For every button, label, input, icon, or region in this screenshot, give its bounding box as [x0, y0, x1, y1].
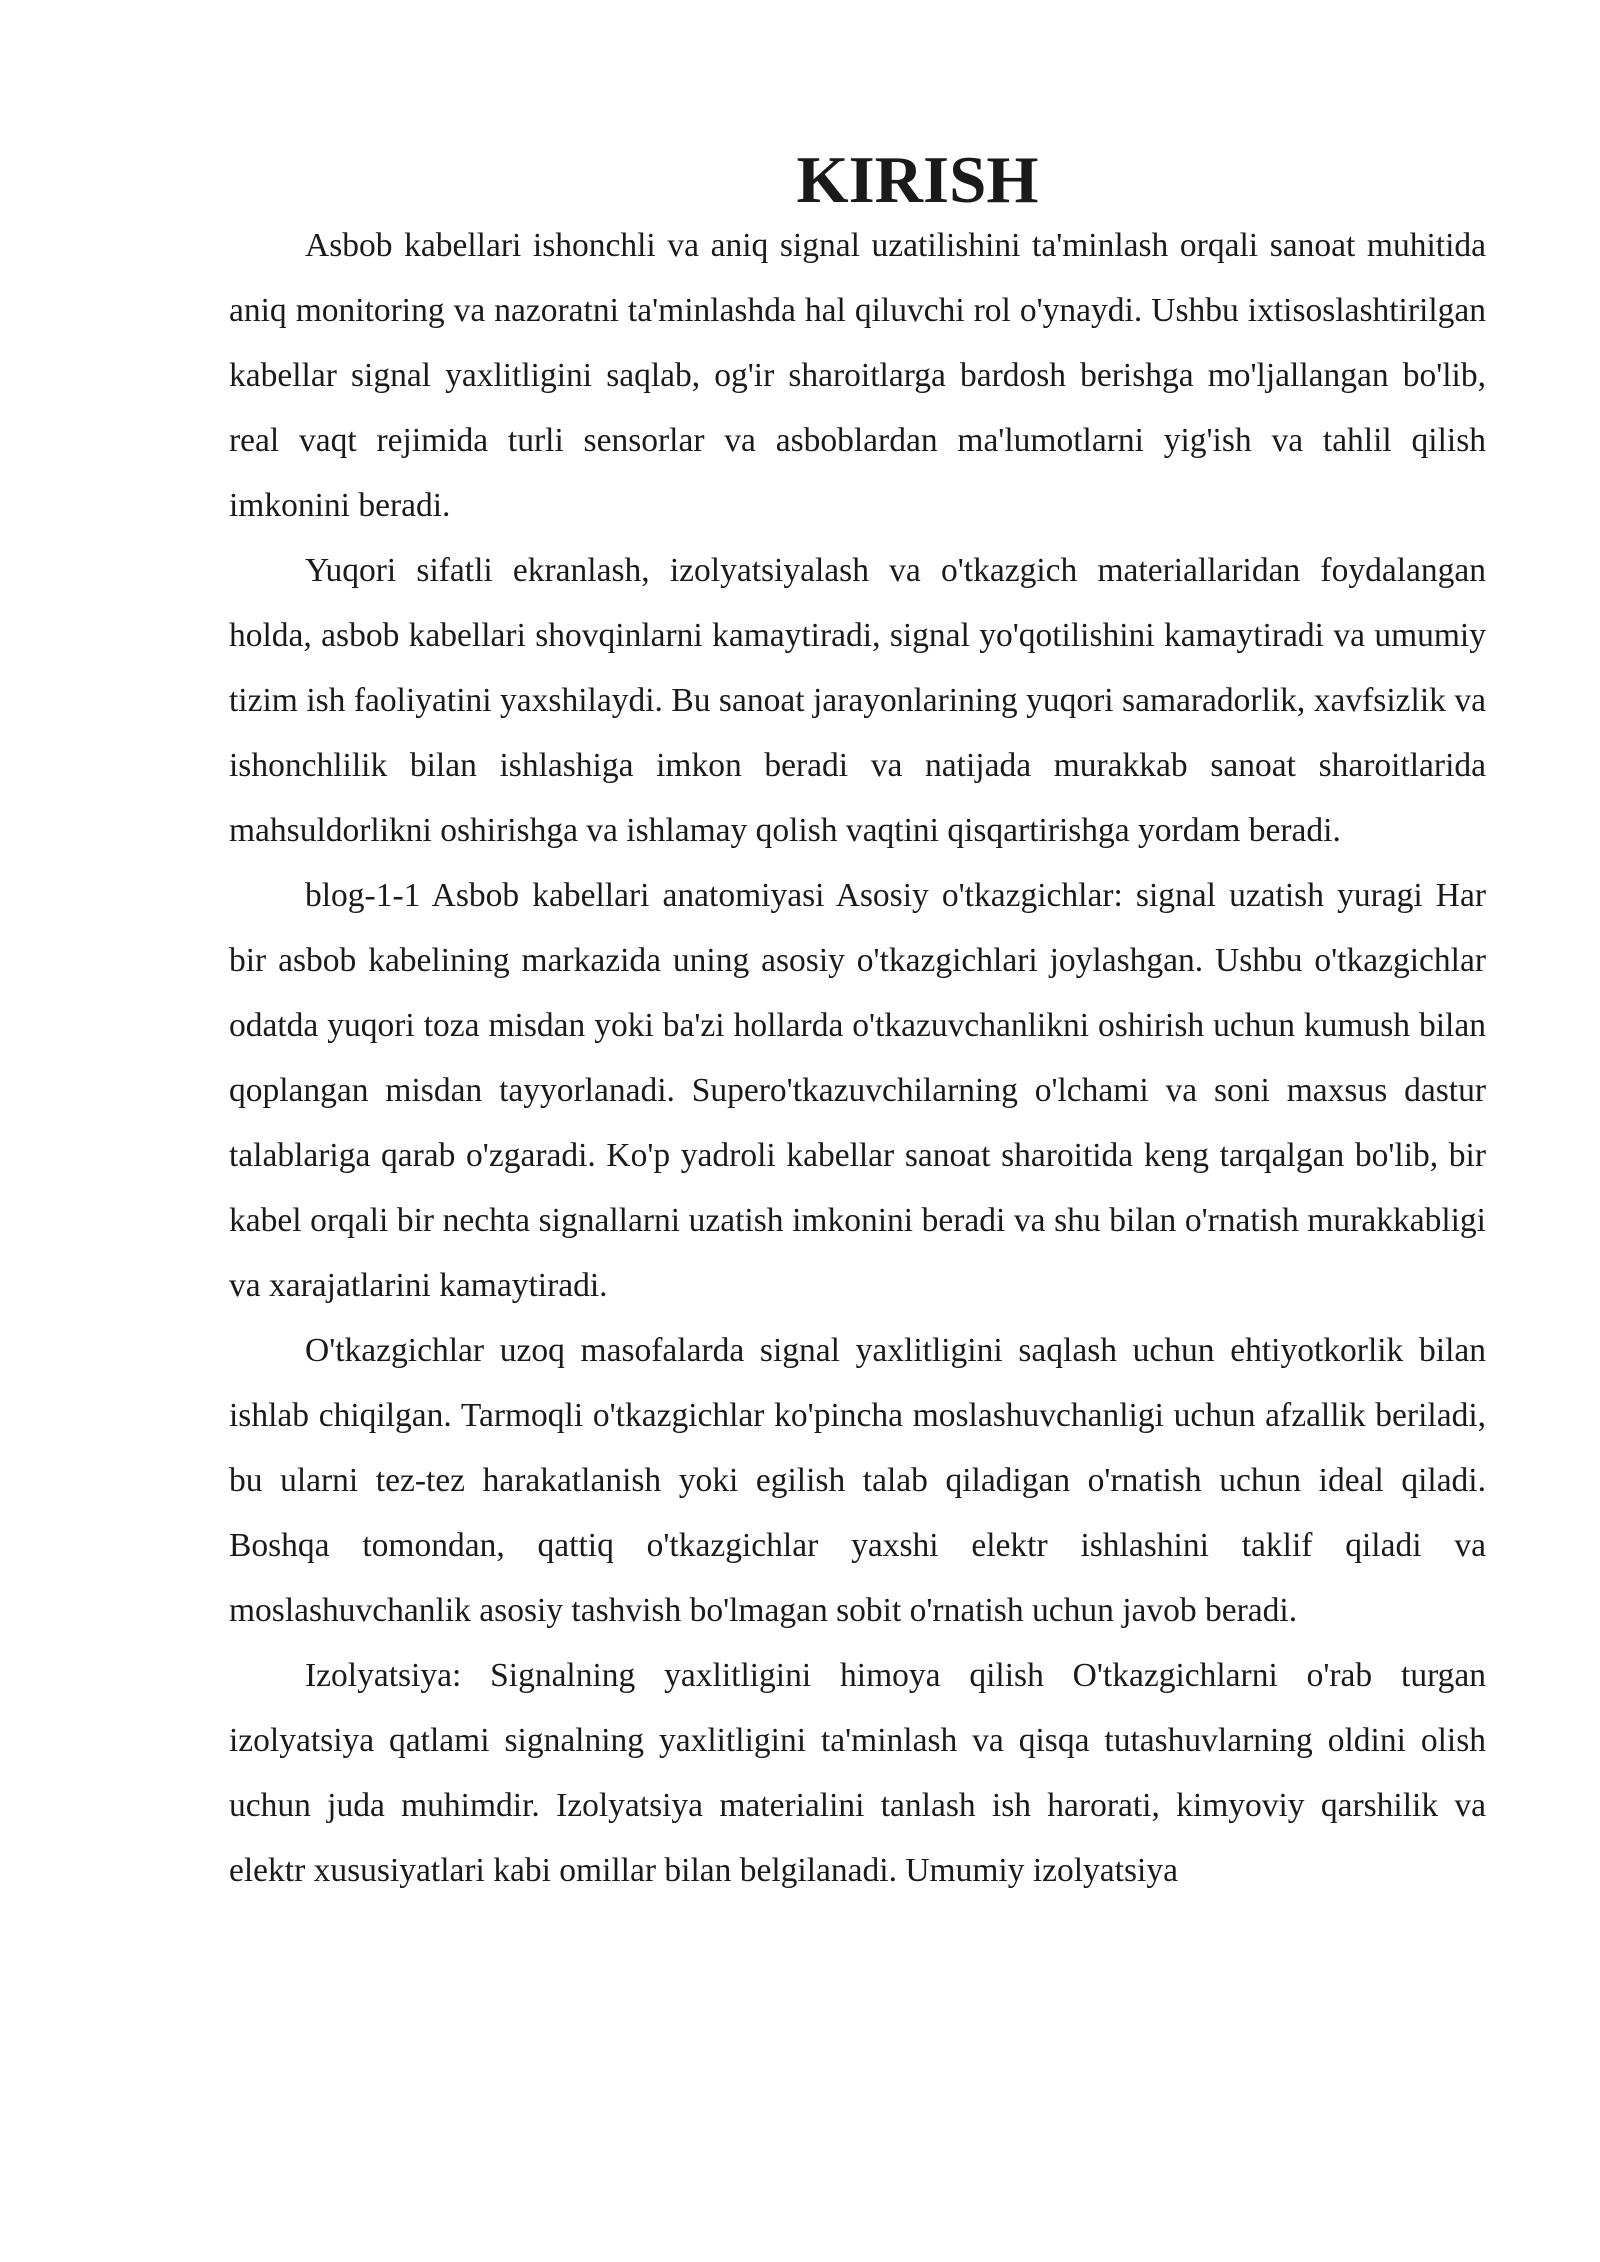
paragraph-2: Yuqori sifatli ekranlash, izolyatsiyalash va o'tkazgich materiallaridan foydalangan holda, asbob kabellari shovqinlarni kamaytiradi, signal yo'qotilishini kamaytiradi va umumiy tizim ish faoliyatini yaxshilaydi. Bu sanoat jarayonlarining yuqori samaradorlik, xavfsizlik va ishonchlilik bilan ishlashiga imkon beradi va natijada murakkab sanoat sharoitlarida mahsuldorlikni oshirishga va ishlamay qolish vaqtini qisqartirishga yordam beradi. — [229, 552, 1486, 849]
paragraph-1: Asbob kabellari ishonchli va aniq signal uzatilishini ta'minlash orqali sanoat muhitida aniq monitoring va nazoratni ta'minlashda hal qiluvchi rol o'ynaydi. Ushbu ixtisoslashtirilgan kabellar signal yaxlitligini saqlab, og'ir sharoitlarga bardosh berishga mo'ljallangan bo'lib, real vaqt rejimida turli sensorlar va asboblardan ma'lumotlarni yig'ish va tahlil qilish imkonini beradi. — [229, 227, 1486, 524]
paragraph-3: blog-1-1 Asbob kabellari anatomiyasi Asosiy o'tkazgichlar: signal uzatish yuragi Har bir asbob kabelining markazida uning asosiy o'tkazgichlari joylashgan. Ushbu o'tkazgichlar odatda yuqori toza misdan yoki ba'zi hollarda o'tkazuvchanlikni oshirish uchun kumush bilan qoplangan misdan tayyorlanadi. Supero'tkazuvchilarning o'lchami va soni maxsus dastur talablariga qarab o'zgaradi. Ko'p yadroli kabellar sanoat sharoitida keng tarqalgan bo'lib, bir kabel orqali bir nechta signallarni uzatish imkonini beradi va shu bilan o'rnatish murakkabligi va xarajatlarini kamaytiradi. — [229, 877, 1486, 1304]
paragraph-5: Izolyatsiya: Signalning yaxlitligini himoya qilish O'tkazgichlarni o'rab turgan izolyatsiya qatlami signalning yaxlitligini ta'minlash va qisqa tutashuvlarning oldini olish uchun juda muhimdir. Izolyatsiya materialini tanlash ish harorati, kimyoviy qarshilik va elektr xususiyatlari kabi omillar bilan belgilanadi. Umumiy izolyatsiya — [229, 1657, 1486, 1889]
paragraph-4: O'tkazgichlar uzoq masofalarda signal yaxlitligini saqlash uchun ehtiyotkorlik bilan ishlab chiqilgan. Tarmoqli o'tkazgichlar ko'pincha moslashuvchanligi uchun afzallik beriladi, bu ularni tez-tez harakatlanish yoki egilish talab qiladigan o'rnatish uchun ideal qiladi. Boshqa tomondan, qattiq o'tkazgichlar yaxshi elektr ishlashini taklif qiladi va moslashuvchanlik asosiy tashvish bo'lmagan sobit o'rnatish uchun javob beradi. — [229, 1332, 1486, 1629]
page-title: KIRISH — [796, 143, 1039, 217]
document-body — [229, 143, 1486, 1903]
